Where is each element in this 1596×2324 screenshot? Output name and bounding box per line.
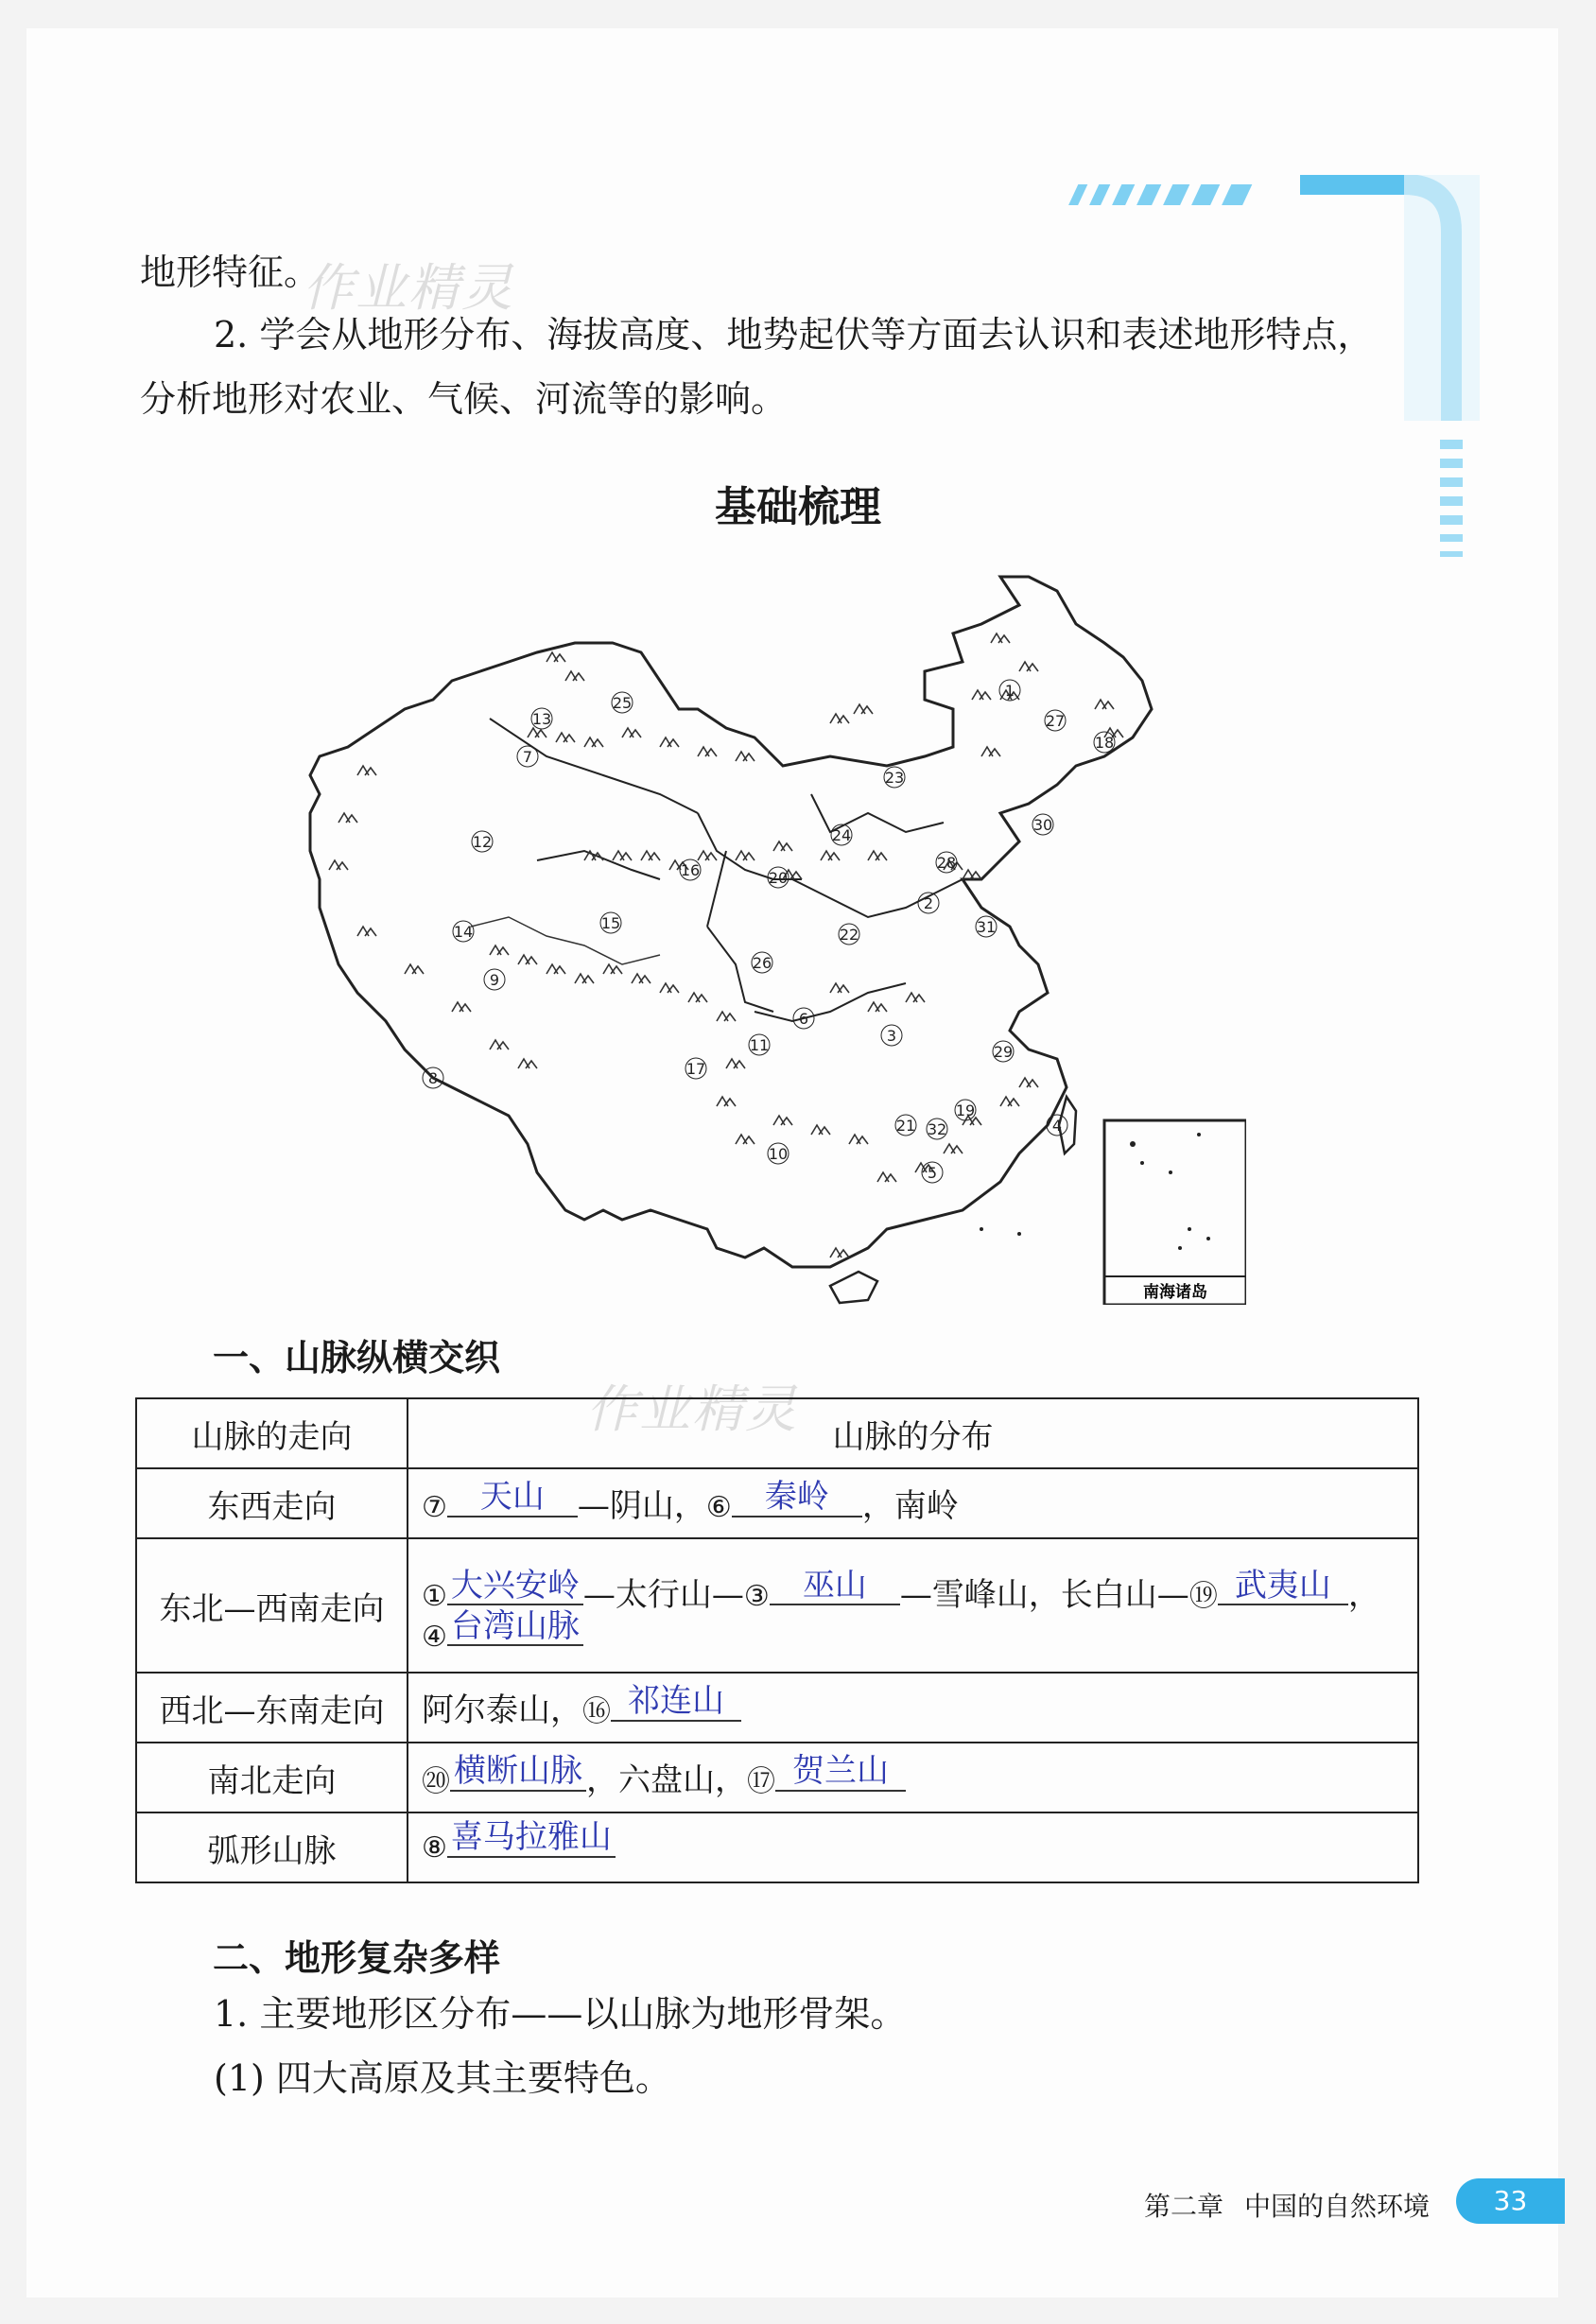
table-row xyxy=(136,1743,1418,1812)
map-label-21 xyxy=(895,1115,916,1136)
map-label-10 xyxy=(768,1143,789,1164)
row-direction: 东北—西南走向 xyxy=(136,1538,408,1673)
row-direction: 东西走向 xyxy=(136,1468,408,1538)
answer-blank[interactable]: 横断山脉 xyxy=(450,1754,586,1791)
mountain-table xyxy=(135,1397,1419,1883)
row-direction: 南北走向 xyxy=(136,1743,408,1812)
svg-text:28: 28 xyxy=(936,854,957,872)
corner-decoration xyxy=(1064,175,1480,610)
map-label-3 xyxy=(881,1025,902,1046)
svg-text:5: 5 xyxy=(927,1164,938,1182)
intro-line-1: 地形特征。 xyxy=(140,251,321,293)
svg-text:14: 14 xyxy=(453,923,474,941)
svg-text:13: 13 xyxy=(531,710,552,728)
answer-blank[interactable]: 台湾山脉 xyxy=(447,1609,583,1646)
part2-title: 二、地形复杂多样 xyxy=(213,1937,501,1979)
china-mountain-map xyxy=(301,567,1246,1305)
intro-line-3: 分析地形对农业、气候、河流等的影响。 xyxy=(140,378,788,420)
map-label-32 xyxy=(927,1119,947,1139)
map-label-17 xyxy=(685,1058,706,1079)
map-label-4 xyxy=(1047,1115,1067,1136)
map-label-29 xyxy=(993,1041,1014,1062)
map-label-15 xyxy=(600,912,621,933)
map-label-20 xyxy=(768,867,789,888)
map-label-14 xyxy=(453,921,474,942)
svg-text:16: 16 xyxy=(680,861,701,879)
map-label-7 xyxy=(517,746,538,767)
part1-title: 一、山脉纵横交织 xyxy=(213,1337,501,1379)
svg-text:18: 18 xyxy=(1094,734,1115,752)
map-label-28 xyxy=(936,852,957,873)
part2-line-2: (1) 四大高原及其主要特色。 xyxy=(214,2057,671,2099)
map-label-16 xyxy=(680,859,701,880)
svg-text:1: 1 xyxy=(1004,682,1015,700)
row-direction: 西北—东南走向 xyxy=(136,1673,408,1743)
map-label-27 xyxy=(1045,710,1066,731)
row-direction: 弧形山脉 xyxy=(136,1812,408,1882)
svg-text:22: 22 xyxy=(839,926,859,944)
part2-line-1: 1. 主要地形区分布——以山脉为地形骨架。 xyxy=(214,1993,907,2035)
map-label-23 xyxy=(884,767,905,788)
svg-text:27: 27 xyxy=(1045,712,1066,730)
svg-text:8: 8 xyxy=(427,1069,439,1087)
map-label-24 xyxy=(831,824,852,845)
inset-label: 南海诸岛 xyxy=(1143,1283,1207,1302)
answer-blank[interactable]: 喜马拉雅山 xyxy=(447,1820,616,1857)
watermark-top: 作业精灵 xyxy=(303,258,514,318)
answer-blank[interactable]: 武夷山 xyxy=(1218,1569,1348,1605)
table-row xyxy=(136,1468,1418,1538)
svg-text:15: 15 xyxy=(600,914,621,932)
map-label-9 xyxy=(484,969,505,990)
svg-text:25: 25 xyxy=(612,694,633,712)
table-row xyxy=(136,1538,1418,1673)
row-distribution: ⑦ 天山 —阴山，⑥ 秦岭 ，南岭 xyxy=(408,1468,1418,1538)
map-label-22 xyxy=(839,924,859,945)
table-row xyxy=(136,1812,1418,1882)
svg-text:20: 20 xyxy=(768,869,789,887)
map-label-19 xyxy=(955,1100,976,1120)
map-label-25 xyxy=(612,692,633,713)
svg-text:3: 3 xyxy=(886,1027,897,1045)
svg-text:7: 7 xyxy=(522,748,533,766)
footer-chapter: 第二章 xyxy=(1144,2191,1224,2222)
svg-text:11: 11 xyxy=(749,1036,770,1054)
svg-text:19: 19 xyxy=(955,1101,976,1119)
map-label-31 xyxy=(976,916,997,937)
row-distribution: 阿尔泰山，⑯ 祁连山 xyxy=(408,1673,1418,1743)
svg-text:24: 24 xyxy=(831,826,852,844)
intro-line-2: 2. 学会从地形分布、海拔高度、地势起伏等方面去认识和表述地形特点， xyxy=(214,314,1374,356)
map-label-26 xyxy=(752,952,772,973)
map-label-12 xyxy=(472,831,493,852)
svg-text:30: 30 xyxy=(1032,816,1053,834)
answer-blank[interactable]: 祁连山 xyxy=(611,1684,741,1721)
svg-text:2: 2 xyxy=(923,894,934,912)
map-label-30 xyxy=(1032,814,1053,835)
svg-text:9: 9 xyxy=(489,971,500,989)
table-header-row xyxy=(136,1398,1418,1468)
header-direction: 山脉的走向 xyxy=(136,1398,408,1468)
svg-text:21: 21 xyxy=(895,1117,916,1135)
section-title: 基础梳理 xyxy=(715,483,881,531)
answer-blank[interactable]: 秦岭 xyxy=(732,1480,862,1517)
map-label-13 xyxy=(531,708,552,729)
map-label-6 xyxy=(793,1008,814,1029)
watermark-middle: 作业精灵 xyxy=(586,1379,798,1439)
row-distribution: ⑧ 喜马拉雅山 xyxy=(408,1812,1418,1882)
row-distribution: ① 大兴安岭 —太行山—③ 巫山 —雪峰山，长白山—⑲ 武夷山 ， ④ 台湾山脉 xyxy=(408,1538,1418,1673)
svg-text:26: 26 xyxy=(752,954,772,972)
svg-text:10: 10 xyxy=(768,1145,789,1163)
answer-blank[interactable]: 大兴安岭 xyxy=(447,1569,583,1605)
map-label-18 xyxy=(1094,732,1115,753)
map-label-2 xyxy=(918,893,939,913)
svg-text:29: 29 xyxy=(993,1043,1014,1061)
answer-blank[interactable]: 巫山 xyxy=(770,1569,900,1605)
map-label-11 xyxy=(749,1034,770,1055)
map-label-5 xyxy=(922,1162,943,1183)
answer-blank[interactable]: 天山 xyxy=(447,1480,578,1517)
header-distribution: 山脉的分布 xyxy=(408,1398,1418,1468)
table-row xyxy=(136,1673,1418,1743)
svg-text:31: 31 xyxy=(976,918,997,936)
page-number: 33 xyxy=(1456,2178,1565,2224)
map-label-8 xyxy=(423,1067,443,1088)
map-label-1 xyxy=(999,680,1020,701)
svg-text:12: 12 xyxy=(472,833,493,851)
row-distribution: ⑳ 横断山脉 ，六盘山，⑰ 贺兰山 xyxy=(408,1743,1418,1812)
svg-text:17: 17 xyxy=(685,1060,706,1078)
footer-topic: 中国的自然环境 xyxy=(1244,2191,1431,2222)
china-outline xyxy=(310,577,1152,1267)
svg-text:23: 23 xyxy=(884,769,905,787)
answer-blank[interactable]: 贺兰山 xyxy=(775,1754,906,1791)
svg-text:32: 32 xyxy=(927,1120,947,1138)
svg-text:6: 6 xyxy=(798,1010,809,1028)
svg-text:4: 4 xyxy=(1051,1117,1063,1135)
